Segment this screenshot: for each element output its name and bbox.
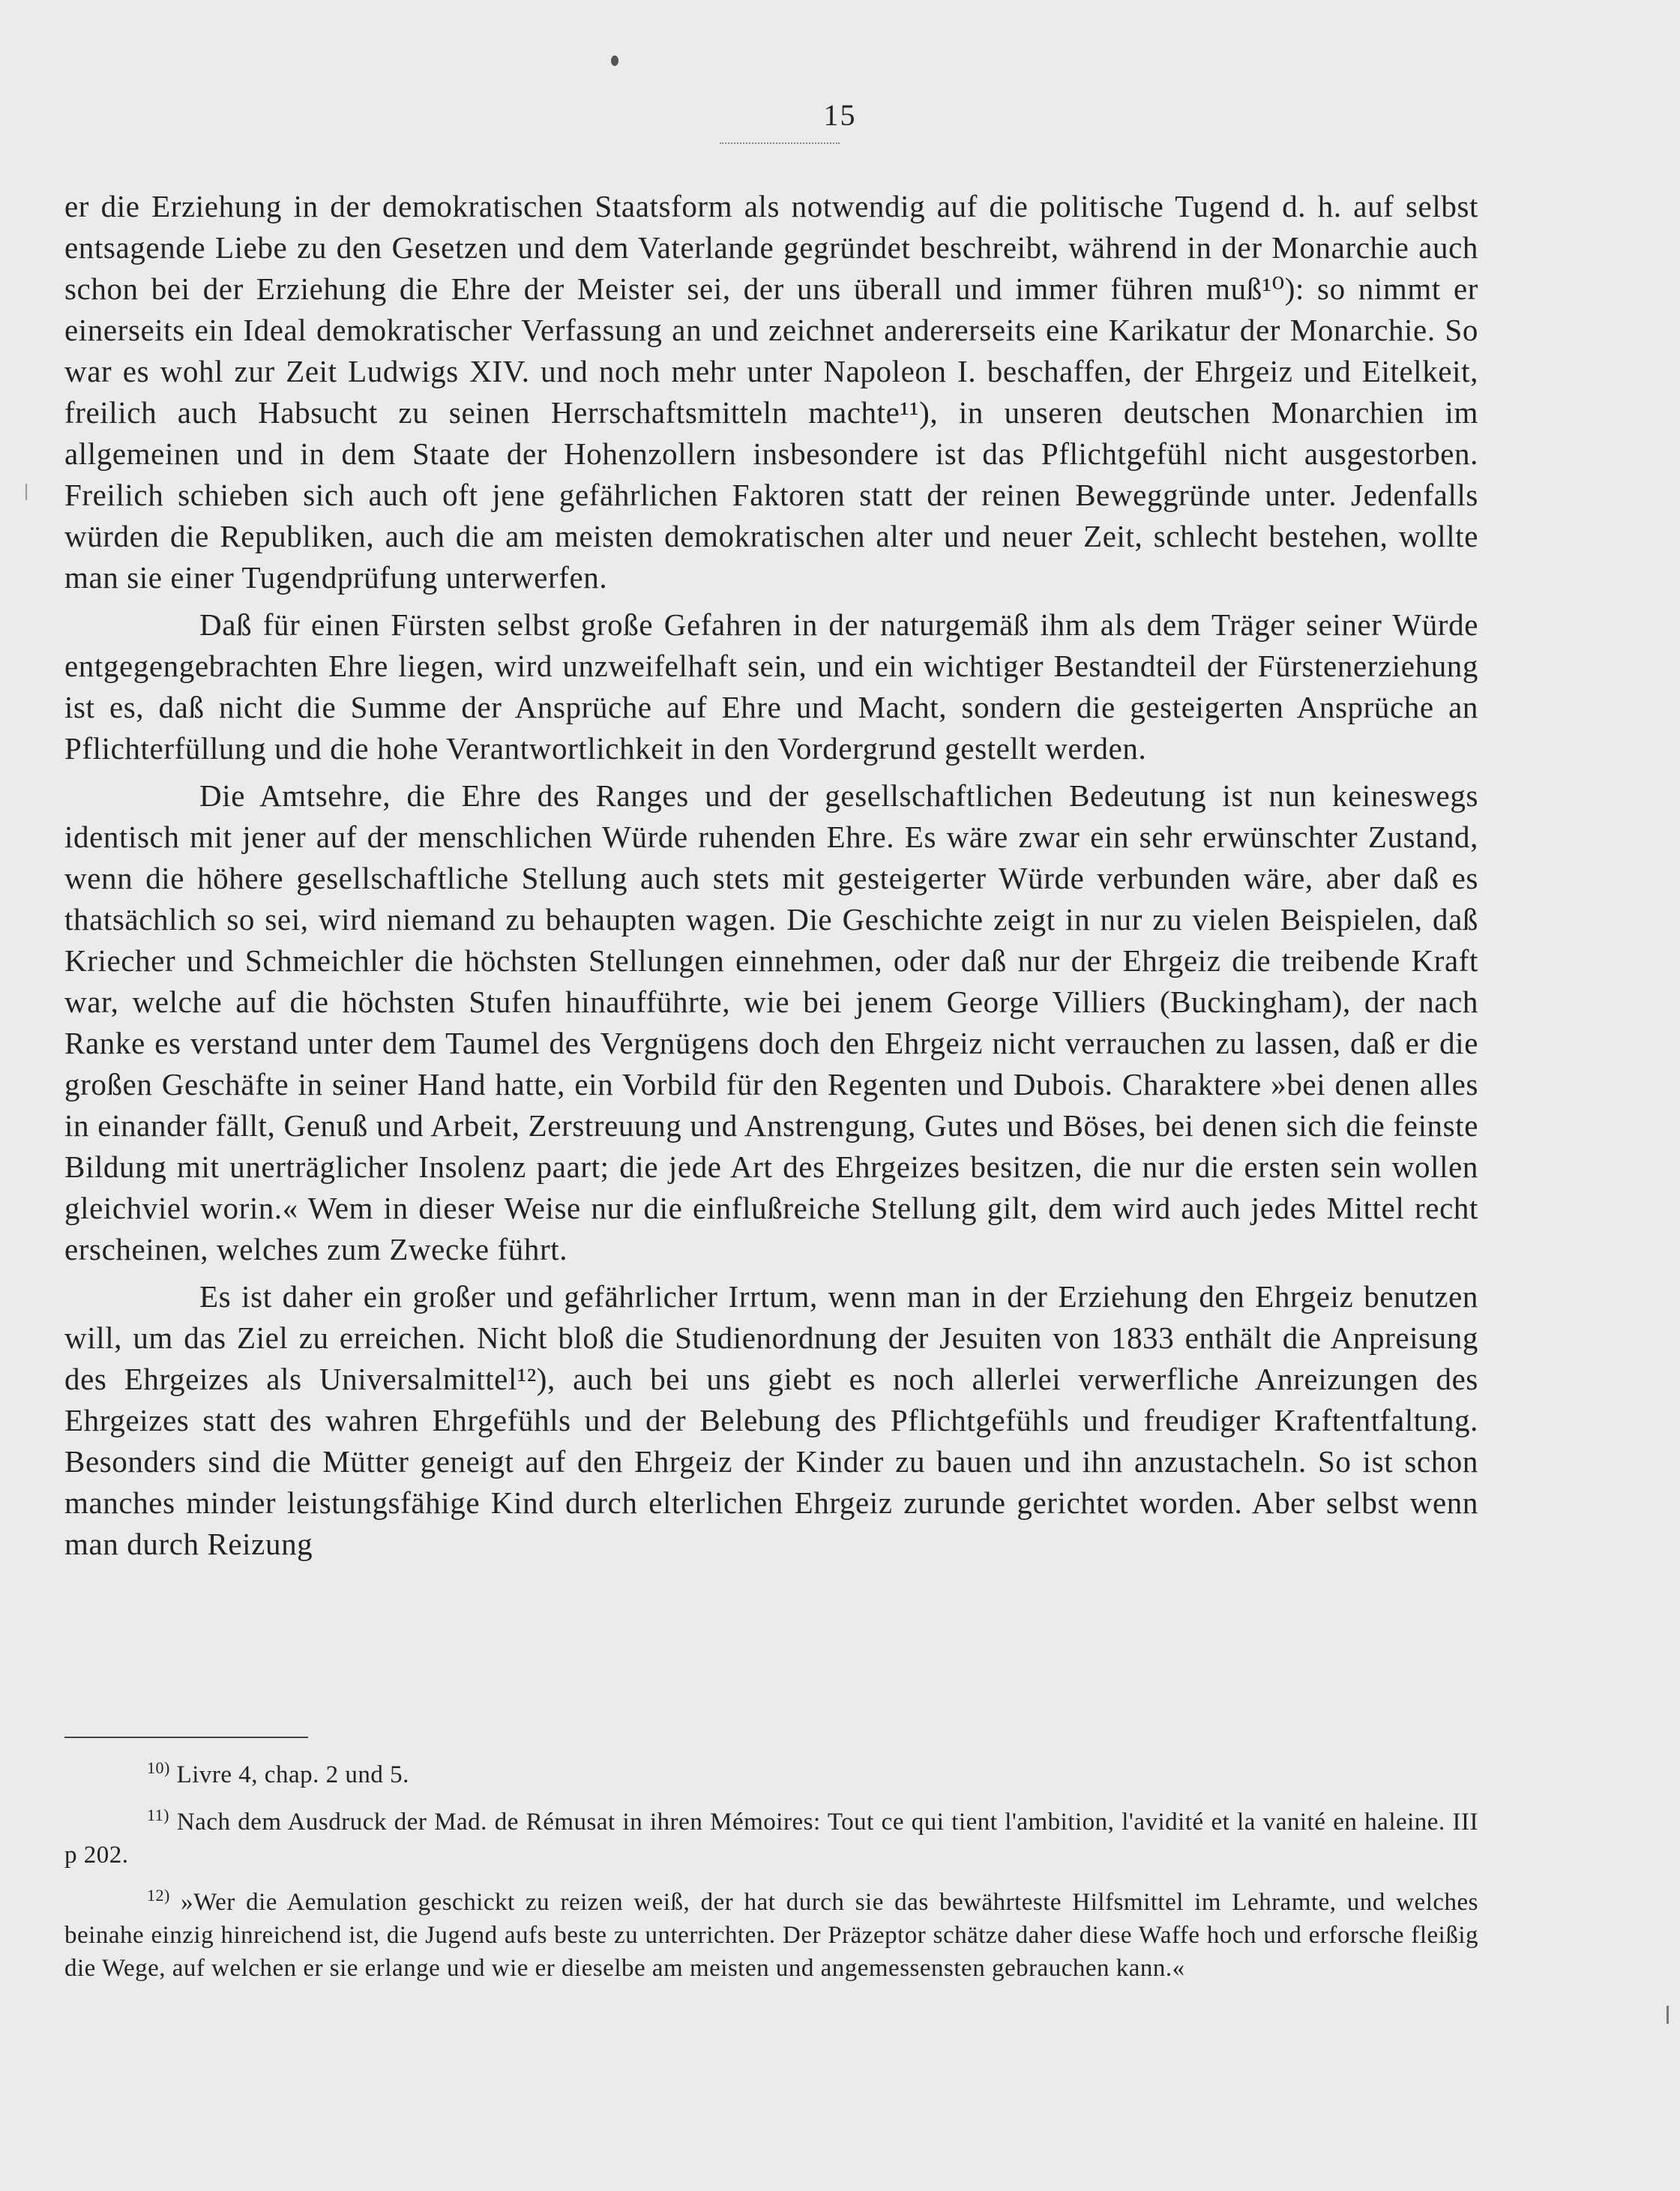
margin-mark-left [25, 484, 27, 500]
footnote-text: Nach dem Ausdruck der Mad. de Rémusat in ihren Mémoires: Tout ce qui tient l'ambition, l'avidité et la vanité en haleine. III p 202. [64, 1809, 1478, 1869]
footnotes [64, 1752, 1478, 1992]
page-number: 15 [823, 98, 857, 132]
footnote-mark: 12) [147, 1886, 170, 1905]
paragraph-2: Daß für einen Fürsten selbst große Gefahren in der naturgemäß ihm als dem Träger seiner Würde entgegengebrachten Ehre liegen, wird unzweifelhaft sein, und ein wichtiger Bestandteil der Fürstenerziehung ist es, daß nicht die Summe der Ansprüche auf Ehre und Macht, sondern die gesteigerten Ansprüche an Pflichterfüllung und die hohe Verantwortlichkeit in den Vordergrund gestellt werden. [64, 607, 1478, 766]
footnote-11 [64, 1799, 1478, 1872]
speck-mark [611, 55, 618, 66]
body-text [64, 186, 1478, 1565]
paragraph-3: Die Amtsehre, die Ehre des Ranges und der gesellschaftlichen Bedeutung ist nun keineswegs identisch mit jener auf der menschlichen Würde ruhenden Ehre. Es wäre zwar ein sehr erwünschter Zustand, wenn die höhere gesellschaftliche Stellung auch stets mit gesteigerter Würde verbunden wäre, aber daß es thatsächlich so sei, wird niemand zu behaupten wagen. Die Geschichte zeigt in nur zu vielen Beispielen, daß Kriecher und Schmeichler die höchsten Stellungen einnehmen, oder daß nur der Ehrgeiz die treibende Kraft war, welche auf die höchsten Stufen hinaufführte, wie bei jenem George Villiers (Buckingham), der nach Ranke es verstand unter dem Taumel des Vergnügens doch den Ehrgeiz nicht verrauchen zu lassen, daß er die großen Geschäfte in seiner Hand hatte, ein Vorbild für den Regenten und Dubois. Charaktere »bei denen alles in einander fällt, Genuß und Arbeit, Zerstreuung und Anstrengung, Gutes und Böses, bei denen sich die feinste Bildung mit unerträglicher Insolenz paart; die jede Art des Ehrgeizes besitzen, die nur die ersten sein wollen gleichviel worin.« Wem in dieser Weise nur die einflußreiche Stellung gilt, dem wird auch jedes Mittel recht erscheinen, welches zum Zwecke führt. [64, 778, 1478, 1266]
paragraph-1: er die Erziehung in der demokratischen Staatsform als notwendig auf die politische Tugend d. h. auf selbst entsagende Liebe zu den Gesetzen und dem Vaterlande gegründet beschreibt, während in der Monarchie auch schon bei der Erziehung die Ehre der Meister sei, der uns überall und immer führen muß¹⁰): so nimmt er einerseits ein Ideal demokratischer Verfassung an und zeichnet andererseits eine Karikatur der Monarchie. So war es wohl zur Zeit Ludwigs XIV. und noch mehr unter Napoleon I. beschaffen, der Ehrgeiz und Eitelkeit, freilich auch Habsucht zu seinen Herrschaftsmitteln machte¹¹), in unseren deutschen Monarchien im allgemeinen und in dem Staate der Hohenzollern insbesondere ist das Pflichtgefühl nicht ausgestorben. Freilich schieben sich auch oft jene gefährlichen Faktoren statt der reinen Beweggründe unter. Jedenfalls würden die Republiken, auch die am meisten demokratischen alter und neuer Zeit, schlecht bestehen, wollte man sie einer Tugendprüfung unterwerfen. [64, 189, 1478, 595]
footnote-text: Livre 4, chap. 2 und 5. [176, 1761, 409, 1788]
footnote-divider [64, 1737, 308, 1738]
page-number-rule [720, 142, 840, 144]
footnote-10 [64, 1752, 1478, 1791]
footnote-mark: 11) [147, 1806, 170, 1824]
footnote-12 [64, 1879, 1478, 1985]
paragraph-4: Es ist daher ein großer und gefährlicher Irrtum, wenn man in der Erziehung den Ehrgeiz benutzen will, um das Ziel zu erreichen. Nicht bloß die Studienordnung der Jesuiten von 1833 enthält die Anpreisung des Ehrgeizes als Universalmittel¹²), auch bei uns giebt es noch allerlei verwerfliche Anreizungen des Ehrgeizes statt des wahren Ehrgefühls und der Belebung des Pflichtgefühls und freudiger Kraftentfaltung. Besonders sind die Mütter geneigt auf den Ehrgeiz der Kinder zu bauen und ihn anzustacheln. So ist schon manches minder leistungsfähige Kind durch elterlichen Ehrgeiz zurunde gerichtet worden. Aber selbst wenn man durch Reizung [64, 1279, 1478, 1561]
margin-mark-right [1667, 2006, 1669, 2024]
footnote-mark: 10) [147, 1758, 170, 1777]
footnote-text: »Wer die Aemulation geschickt zu reizen weiß, der hat durch sie das bewährteste Hilfsmittel im Lehramte, und welches beinahe einzig hinreichend ist, die Jugend aufs beste zu unterrichten. Der Präzeptor schätze daher diese Waffe hoch und erforsche fleißig die Wege, auf welchen er sie erlange und wie er dieselbe am meisten und angemessensten gebrauchen kann.« [64, 1889, 1478, 1982]
